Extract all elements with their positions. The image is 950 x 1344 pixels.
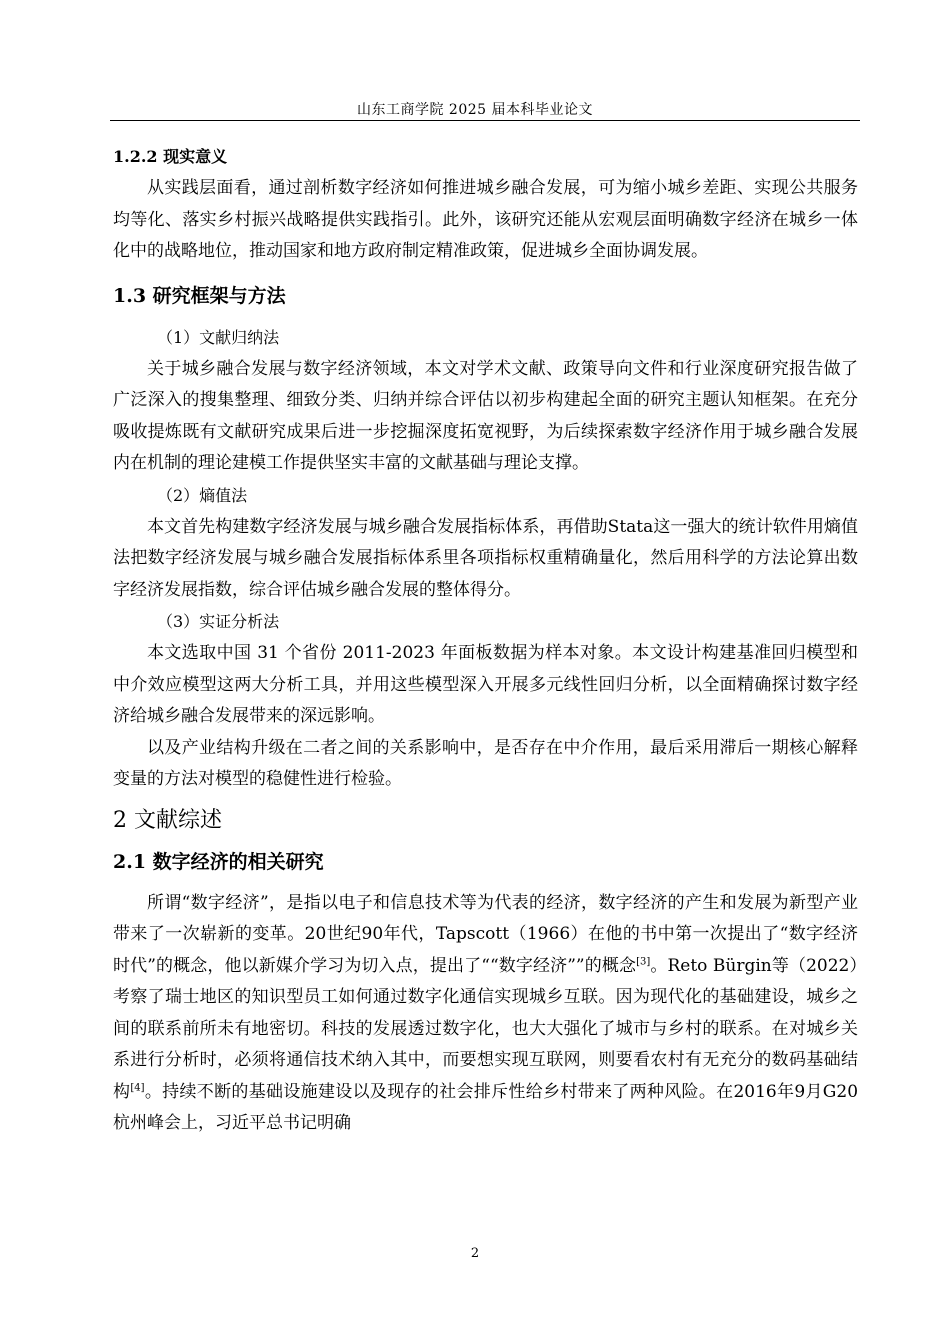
paragraph-digital-economy-review <box>113 888 858 1140</box>
running-header: 山东工商学院 2025 届本科毕业论文 <box>356 102 594 118</box>
heading-1-3: 1.3 研究框架与方法 <box>113 284 286 307</box>
paragraph-practical-significance: 从实践层面看，通过剖析数字经济如何推进城乡融合发展，可为缩小城乡差距、实现公共服务均等化、落实乡村振兴战略提供实践指引。此外，该研究还能从宏观层面明确数字经济在城乡一体化中的战略地位，推动国家和地方政府制定精准政策，促进城乡全面协调发展。 <box>113 178 858 261</box>
header-rule <box>110 120 860 121</box>
method-label-literature: （1）文献归纳法 <box>157 327 280 347</box>
page-body <box>113 141 858 1140</box>
paragraph-empirical-method: 本文选取中国 31 个省份 2011-2023 年面板数据为样本对象。本文设计构建基准回归模型和中介效应模型这两大分析工具，并用这些模型深入开展多元线性回归分析，以全面精确探讨数字经济给城乡融合发展带来的深远影响。 <box>113 643 858 726</box>
paragraph-text-part-c: 。持续不断的基础设施建设以及现存的社会排斥性给乡村带来了两种风险。在2016年9月G20杭州峰会上，习近平总书记明确 <box>113 1081 859 1133</box>
paragraph-mediation-robustness: 以及产业结构升级在二者之间的关系影响中，是否存在中介作用，最后采用滞后一期核心解释变量的方法对模型的稳健性进行检验。 <box>113 737 858 789</box>
method-label-empirical: （3）实证分析法 <box>157 612 280 631</box>
page-number: 2 <box>470 1246 480 1261</box>
method-label-entropy: （2）熵值法 <box>157 485 248 505</box>
paragraph-literature-method: 关于城乡融合发展与数字经济领域，本文对学术文献、政策导向文件和行业深度研究报告做了广泛深入的搜集整理、细致分类、归纳并综合评估以初步构建起全面的研究主题认知框架。在充分吸收提炼既有文献研究成果后进一步挖掘深度拓宽视野，为后续探索数字经济作用于城乡融合发展内在机制的理论建模工作提供坚实丰富的文献基础与理论支撑。 <box>113 358 858 473</box>
heading-2-1: 2.1 数字经济的相关研究 <box>113 850 324 873</box>
heading-1-2-2: 1.2.2 现实意义 <box>113 147 228 166</box>
paragraph-text-part-a: 所谓“数字经济”，是指以电子和信息技术等为代表的经济，数字经济的产生和发展为新型产业带来了一次崭新的变革。20世纪90年代，Tapscott（1966）在他的书中第一次提出了“数字经济时代”的概念，他以新媒介学习为切入点，提出了““数字经济””的概念 <box>113 892 858 976</box>
paragraph-entropy-method: 本文首先构建数字经济发展与城乡融合发展指标体系，再借助Stata这一强大的统计软件用熵值法把数字经济发展与城乡融合发展指标体系里各项指标权重精确量化，然后用科学的方法论算出数字经济发展指数，综合评估城乡融合发展的整体得分。 <box>113 516 858 600</box>
paragraph-text-part-b: 。Reto Bürgin等（2022）考察了瑞士地区的知识型员工如何通过数字化通信实现城乡互联。因为现代化的基础建设，城乡之间的联系前所未有地密切。科技的发展透过数字化，也大大强化了城市与乡村的联系。在对城乡关系进行分析时，必须将通信技术纳入其中，而要想实现互联网，则要看农村有无充分的数码基础结构 <box>113 955 858 1102</box>
heading-chapter-2: 2 文献综述 <box>113 807 222 833</box>
citation-3: [3] <box>636 955 651 967</box>
citation-4: [4] <box>130 1081 145 1093</box>
